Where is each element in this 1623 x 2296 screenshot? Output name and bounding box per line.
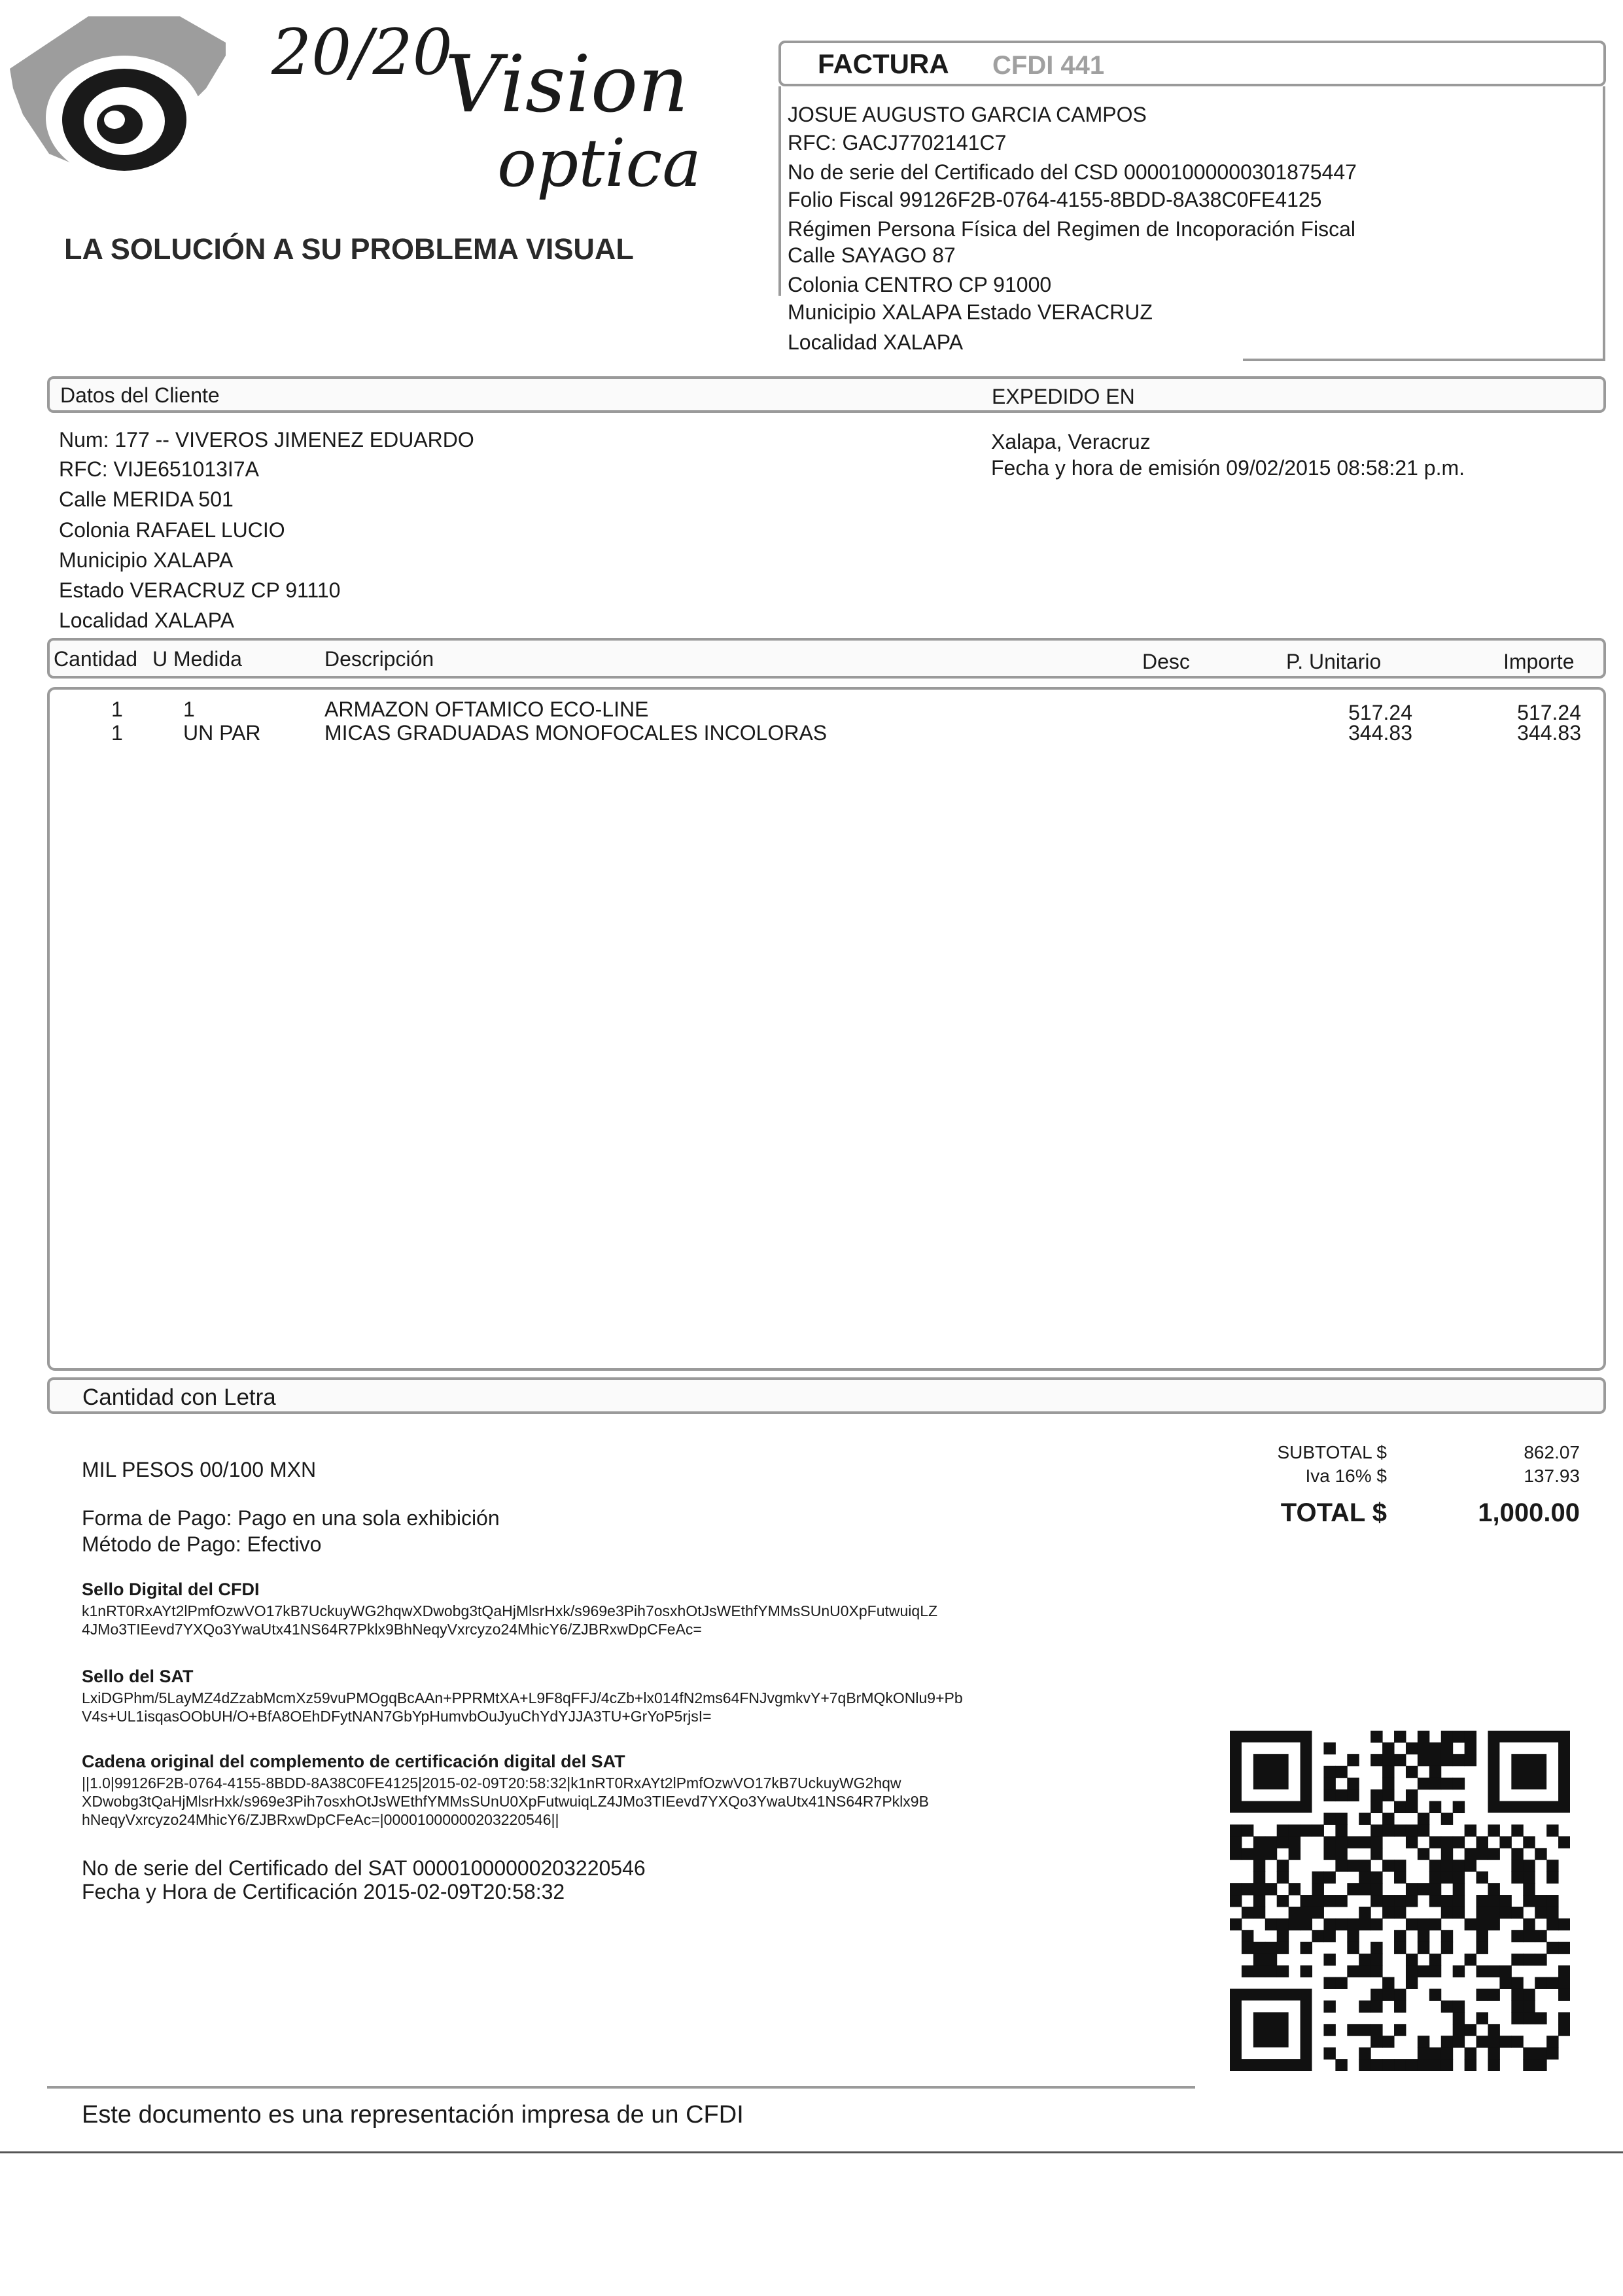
row-qty: 1: [111, 721, 123, 745]
subtotal-value: 862.07: [1524, 1442, 1580, 1462]
issued-section-label: EXPEDIDO EN: [992, 385, 1135, 408]
tagline: LA SOLUCIÓN A SU PROBLEMA VISUAL: [64, 232, 634, 266]
col-header-amount: Importe: [1503, 650, 1575, 673]
cfdi-seal-line: 4JMo3TIEevd7YXQo3YwaUtx41NS64R7Pklx9BhNeqyVxrcyzo24MhicY6/ZJBRxwDpCFeAc=: [82, 1621, 702, 1638]
col-header-unit-price: P. Unitario: [1286, 650, 1382, 673]
client-line: Colonia RAFAEL LUCIO: [59, 518, 285, 542]
payment-form: Forma de Pago: Pago en una sola exhibición: [82, 1506, 500, 1530]
client-line: RFC: VIJE651013I7A: [59, 457, 259, 481]
issuer-line: Régimen Persona Física del Regimen de Incoporación Fiscal: [788, 217, 1355, 241]
issuer-frame-left: [778, 86, 781, 296]
issuer-line: Localidad XALAPA: [788, 330, 964, 354]
row-amount: 517.24: [1517, 701, 1581, 724]
cfdi-seal-title: Sello Digital del CFDI: [82, 1580, 260, 1599]
logo-optica: optica: [497, 125, 702, 202]
totals: [1178, 1439, 1583, 1538]
sat-seal-title: Sello del SAT: [82, 1667, 194, 1686]
row-qty: 1: [111, 698, 123, 721]
chain-line: ||1.0|99126F2B-0764-4155-8BDD-8A38C0FE4125|2015-02-09T20:58:32|k1nRT0RxAYt2lPmfOzwVO17kB7UckuyWG2hqw: [82, 1775, 901, 1792]
col-header-desc: Descripción: [324, 647, 434, 671]
invoice-header-bar: [778, 41, 1606, 86]
footer-divider: [47, 2086, 1195, 2089]
col-header-qty: Cantidad: [54, 647, 138, 671]
sat-certificate: No de serie del Certificado del SAT 00001000000203220546: [82, 1856, 646, 1880]
table-row: [50, 720, 1603, 746]
row-unit: UN PAR: [183, 721, 261, 745]
row-unit-price: 344.83: [1348, 721, 1412, 745]
iva-value: 137.93: [1524, 1466, 1580, 1486]
row-unit-price: 517.24: [1348, 701, 1412, 724]
qr-code-icon: [1230, 1731, 1570, 2071]
col-header-unit: U Medida: [152, 647, 242, 671]
amount-in-words: MIL PESOS 00/100 MXN: [82, 1458, 317, 1481]
chain-line: XDwobg3tQaHjMlsrHxk/s969e3Pih7osxhOtJsWEthfYMMsSUnU0XpFutwuiqLZ4JMo3TIEevd7YXQo3YwaUtx41NS64R7Pklx9B: [82, 1793, 929, 1810]
logo-vision: Vision: [445, 39, 689, 130]
sat-seal-line: V4s+UL1isqasOObUH/O+BfA8OEhDFytNAN7GbYpHumvbOuJyuChYdYJJA3TU+GrYoP5rjsI=: [82, 1708, 712, 1725]
qr-code: [1230, 1731, 1570, 2071]
chain-title: Cadena original del complemento de certificación digital del SAT: [82, 1752, 625, 1771]
issuer-line: Colonia CENTRO CP 91000: [788, 273, 1052, 296]
certification-datetime: Fecha y Hora de Certificación 2015-02-09T20:58:32: [82, 1880, 565, 1903]
client-section-label: Datos del Cliente: [60, 383, 220, 407]
items-body: [47, 687, 1606, 1371]
issuer-line: JOSUE AUGUSTO GARCIA CAMPOS: [788, 103, 1147, 126]
logo-number: 20/20: [271, 16, 453, 89]
client-line: Estado VERACRUZ CP 91110: [59, 578, 341, 602]
footer-note: Este documento es una representación impresa de un CFDI: [82, 2101, 744, 2128]
document-type: FACTURA: [818, 48, 949, 79]
issuer-line: Calle SAYAGO 87: [788, 243, 956, 267]
document-series: CFDI 441: [992, 51, 1105, 80]
cfdi-seal-line: k1nRT0RxAYt2lPmfOzwVO17kB7UckuyWG2hqwXDwobg3tQaHjMlsrHxk/s969e3Pih7osxhOtJsWEthfYMMsSUnU0XpFutwuiqLZ: [82, 1602, 938, 1619]
page-edge-line: [0, 2151, 1623, 2153]
client-section-bar: [47, 376, 1606, 413]
table-row: [50, 696, 1603, 722]
eye-logo-icon: [10, 16, 271, 186]
client-line: Num: 177 -- VIVEROS JIMENEZ EDUARDO: [59, 428, 474, 451]
iva-label: Iva 16% $: [1305, 1466, 1387, 1486]
issued-datetime: Fecha y hora de emisión 09/02/2015 08:58:21 p.m.: [991, 456, 1465, 480]
total-value: 1,000.00: [1478, 1498, 1580, 1527]
client-line: Localidad XALAPA: [59, 609, 235, 632]
amount-words-bar: [47, 1377, 1606, 1414]
payment-method: Método de Pago: Efectivo: [82, 1532, 322, 1556]
row-amount: 344.83: [1517, 721, 1581, 745]
row-desc: MICAS GRADUADAS MONOFOCALES INCOLORAS: [324, 721, 828, 745]
amount-words-label: Cantidad con Letra: [82, 1385, 276, 1410]
row-desc: ARMAZON OFTAMICO ECO-LINE: [324, 698, 649, 721]
issuer-frame-bottom: [1243, 359, 1605, 361]
chain-line: hNeqyVxrcyzo24MhicY6/ZJBRxwDpCFeAc=|00001000000203220546||: [82, 1811, 559, 1828]
sat-seal-line: LxiDGPhm/5LayMZ4dZzabMcmXz59vuPMOgqBcAAn+PPRMtXA+L9F8qFFJ/4cZb+lx014fN2ms64FNJvgmkvY+7qBrMQkONlu9+Pb: [82, 1689, 963, 1706]
issuer-frame-right: [1603, 86, 1605, 361]
client-line: Municipio XALAPA: [59, 548, 234, 572]
company-logo: [10, 16, 729, 232]
subtotal-label: SUBTOTAL $: [1277, 1442, 1387, 1462]
items-header-bar: [47, 638, 1606, 679]
row-unit: 1: [183, 698, 195, 721]
issued-place: Xalapa, Veracruz: [991, 430, 1151, 453]
col-header-discount: Desc: [1142, 650, 1190, 673]
client-line: Calle MERIDA 501: [59, 487, 234, 511]
issuer-line: Municipio XALAPA Estado VERACRUZ: [788, 300, 1153, 324]
issuer-line: RFC: GACJ7702141C7: [788, 131, 1007, 154]
issuer-line: No de serie del Certificado del CSD 00001000000301875447: [788, 160, 1357, 184]
total-label: TOTAL $: [1280, 1498, 1387, 1527]
issuer-line: Folio Fiscal 99126F2B-0764-4155-8BDD-8A38C0FE4125: [788, 188, 1322, 211]
